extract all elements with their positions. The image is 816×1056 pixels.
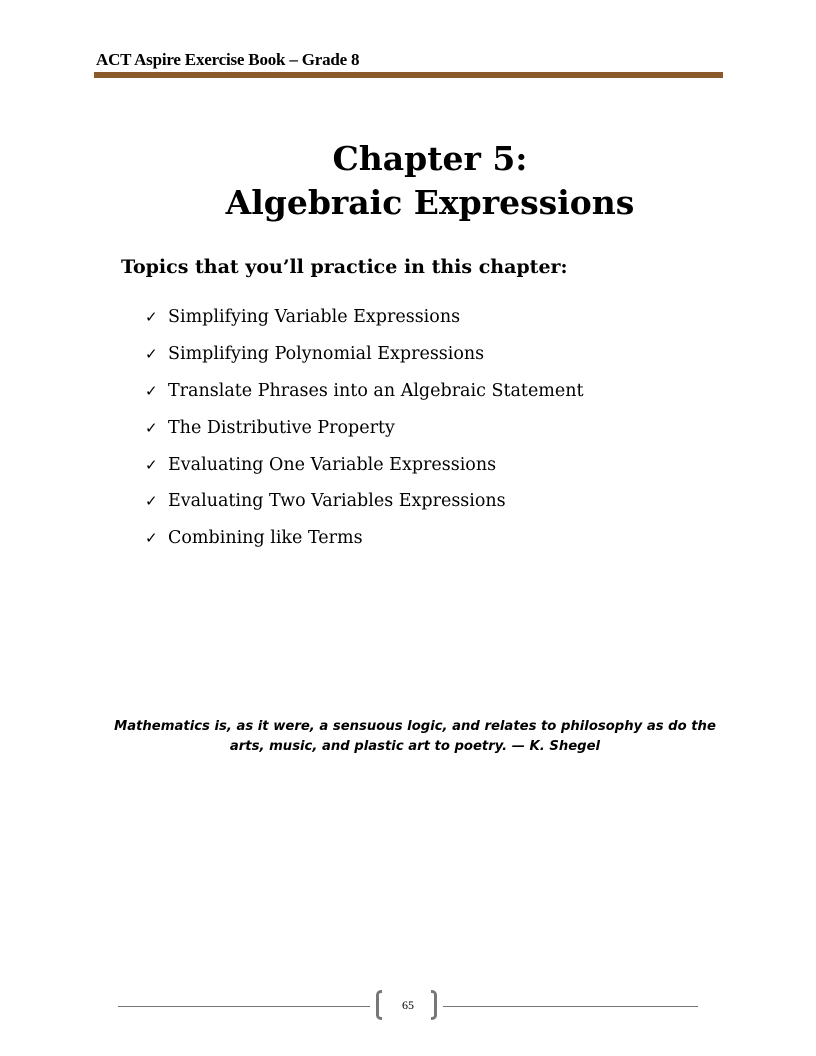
topic-item xyxy=(145,336,584,373)
topic-label: Translate Phrases into an Algebraic Statement xyxy=(168,380,584,401)
topic-label: Evaluating Two Variables Expressions xyxy=(168,491,506,512)
topic-label: Combining like Terms xyxy=(168,528,363,549)
topic-item xyxy=(145,409,584,446)
quote-line2: arts, music, and plastic art to poetry. — K. Shegel xyxy=(229,739,601,754)
header-rule xyxy=(94,72,723,78)
topic-item xyxy=(145,373,584,410)
checkmark-icon: ✓ xyxy=(145,492,158,511)
checkmark-icon: ✓ xyxy=(145,308,158,327)
running-header: ACT Aspire Exercise Book – Grade 8 xyxy=(96,50,360,69)
checkmark-icon: ✓ xyxy=(145,529,158,548)
footer-rule-right xyxy=(443,1006,698,1007)
topic-label: Simplifying Polynomial Expressions xyxy=(168,344,485,365)
topic-item xyxy=(145,446,584,483)
topics-heading: Topics that you’ll practice in this chapter: xyxy=(121,256,568,278)
topic-label: Simplifying Variable Expressions xyxy=(168,307,461,328)
topic-label: Evaluating One Variable Expressions xyxy=(168,454,497,475)
checkmark-icon: ✓ xyxy=(145,345,158,364)
topic-item xyxy=(145,299,584,336)
footer-rule-left xyxy=(118,1006,370,1007)
topic-item xyxy=(145,520,584,557)
right-bracket-icon xyxy=(431,990,437,1020)
left-bracket-icon xyxy=(376,990,382,1020)
topic-list xyxy=(145,299,584,557)
checkmark-icon: ✓ xyxy=(145,381,158,400)
topic-item xyxy=(145,483,584,520)
page-number: 65 xyxy=(402,998,414,1012)
checkmark-icon: ✓ xyxy=(145,418,158,437)
topic-label: The Distributive Property xyxy=(168,417,395,438)
chapter-title-line2: Algebraic Expressions xyxy=(225,183,635,222)
chapter-title-line1: Chapter 5: xyxy=(332,139,528,178)
quote-line1: Mathematics is, as it were, a sensuous logic, and relates to philosophy as do the xyxy=(114,719,716,734)
checkmark-icon: ✓ xyxy=(145,455,158,474)
